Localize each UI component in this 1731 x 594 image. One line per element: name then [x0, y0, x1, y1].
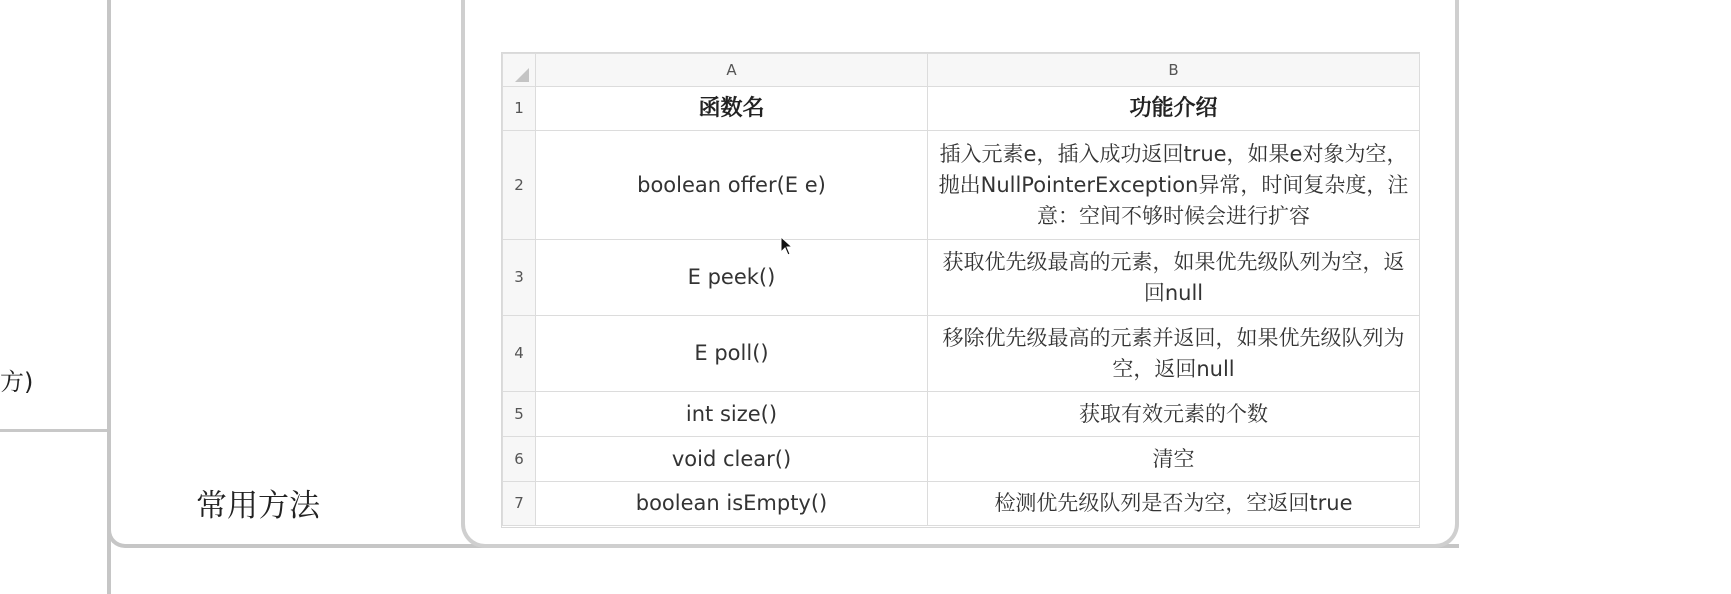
select-all-corner — [503, 54, 536, 87]
spreadsheet-image — [501, 52, 1420, 528]
table-row — [503, 316, 1420, 392]
function-name-cell: void clear() — [536, 437, 928, 482]
description-cell: 检测优先级队列是否为空，空返回true — [928, 482, 1420, 526]
mouse-cursor-icon — [780, 236, 794, 256]
table-row — [503, 392, 1420, 437]
description-header: 功能介绍 — [928, 87, 1420, 131]
row-number: 6 — [503, 437, 536, 482]
description-cell: 插入元素e，插入成功返回true，如果e对象为空，抛出NullPointerException异常，时间复杂度，注意：空间不够时候会进行扩容 — [928, 131, 1420, 240]
row-number: 2 — [503, 131, 536, 240]
function-name-cell: int size() — [536, 392, 928, 437]
table-row — [503, 240, 1420, 316]
table-row — [503, 87, 1420, 131]
row-number: 7 — [503, 482, 536, 526]
function-name-header: 函数名 — [536, 87, 928, 131]
column-header-row — [503, 54, 1420, 87]
function-name-cell: E peek() — [536, 240, 928, 316]
row-number: 4 — [503, 316, 536, 392]
left-connector-line — [0, 429, 110, 432]
column-header-b: B — [928, 54, 1420, 87]
function-name-cell: E poll() — [536, 316, 928, 392]
description-cell: 移除优先级最高的元素并返回，如果优先级队列为空，返回null — [928, 316, 1420, 392]
common-methods-label[interactable]: 常用方法 — [196, 488, 320, 524]
methods-table — [502, 53, 1420, 526]
row-number: 3 — [503, 240, 536, 316]
row-number: 5 — [503, 392, 536, 437]
table-row — [503, 131, 1420, 240]
description-cell: 清空 — [928, 437, 1420, 482]
column-header-a: A — [536, 54, 928, 87]
left-node-text-fragment: 方) — [0, 368, 34, 396]
row-number: 1 — [503, 87, 536, 131]
table-row — [503, 437, 1420, 482]
description-cell: 获取优先级最高的元素，如果优先级队列为空，返回null — [928, 240, 1420, 316]
table-row — [503, 482, 1420, 526]
function-name-cell: boolean offer(E e) — [536, 131, 928, 240]
corner-triangle-icon — [515, 68, 529, 82]
function-name-cell: boolean isEmpty() — [536, 482, 928, 526]
description-cell: 获取有效元素的个数 — [928, 392, 1420, 437]
